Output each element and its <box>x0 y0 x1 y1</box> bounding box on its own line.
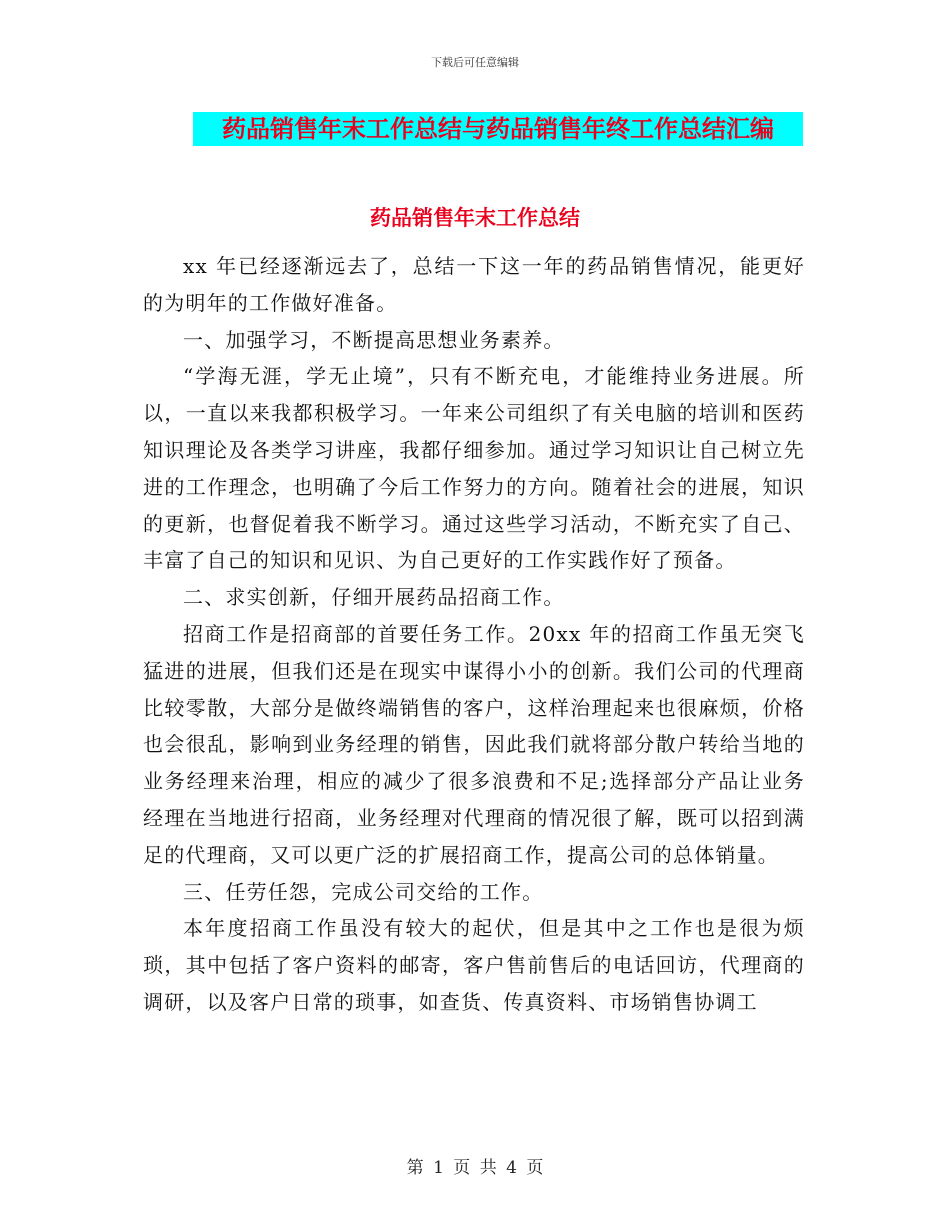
intro-paragraph: xx 年已经逐渐远去了，总结一下这一年的药品销售情况，能更好的为明年的工作做好准备。 <box>143 254 805 315</box>
page-header-note: 下载后可任意编辑 <box>431 56 519 69</box>
page-footer: 第 1 页 共 4 页 <box>406 1158 544 1178</box>
section-title: 药品销售年末工作总结 <box>370 206 580 230</box>
heading-two: 二、求实创新，仔细开展药品招商工作。 <box>183 585 565 610</box>
heading-one: 一、加强学习，不断提高思想业务素养。 <box>183 327 565 352</box>
heading-three: 三、任劳任怨，完成公司交给的工作。 <box>183 879 544 904</box>
paragraph-investment: 招商工作是招商部的首要任务工作。20xx 年的招商工作虽无突飞猛进的进展，但我们还是在现实中谋得小小的创新。我们公司的代理商比较零散，大部分是做终端销售的客户，这样治理起来也很麻烦，价格也会很乱，影响到业务经理的销售，因此我们就将部分散户转给当地的业务经理来治理，相应的减少了很多浪费和不足;选择部分产品让业务经理在当地进行招商，业务经理对代理商的情况很了解，既可以招到满足的代理商，又可以更广泛的扩展招商工作，提高公司的总体销量。 <box>143 621 805 867</box>
document-body <box>143 248 805 1021</box>
document-title: 药品销售年末工作总结与药品销售年终工作总结汇编 <box>193 112 803 146</box>
paragraph-duties: 本年度招商工作虽没有较大的起伏，但是其中之工作也是很为烦琐，其中包括了客户资料的邮寄，客户售前售后的电话回访，代理商的调研，以及客户日常的琐事，如查货、传真资料、市场销售协调工 <box>143 916 805 1014</box>
paragraph-study: “学海无涯，学无止境”，只有不断充电，才能维持业务进展。所以，一直以来我都积极学习。一年来公司组织了有关电脑的培训和医药知识理论及各类学习讲座，我都仔细参加。通过学习知识让自己树立先进的工作理念，也明确了今后工作努力的方向。随着社会的进展，知识的更新，也督促着我不断学习。通过这些学习活动，不断充实了自己、丰富了自己的知识和见识、为自己更好的工作实践作好了预备。 <box>143 364 805 573</box>
